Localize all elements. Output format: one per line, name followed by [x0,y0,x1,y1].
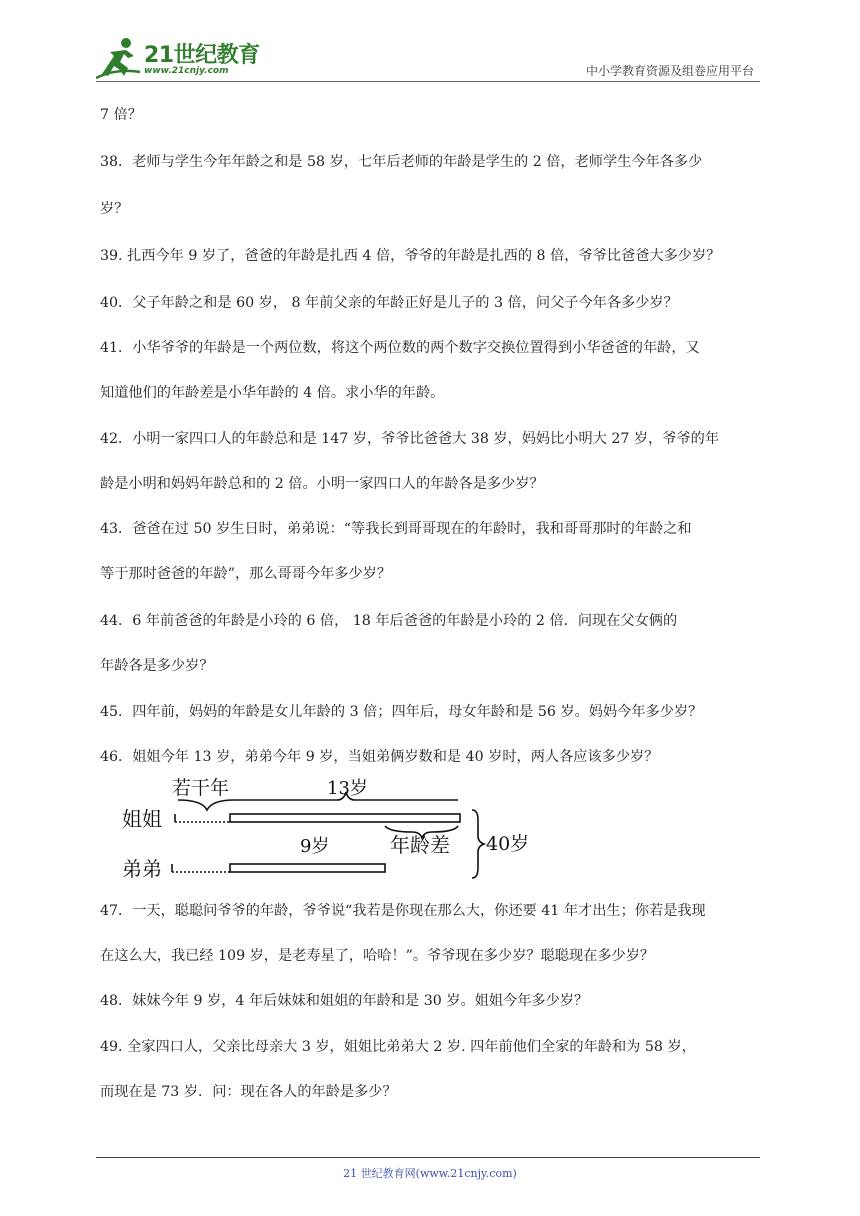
question-49-line-1: 49. 全家四口人，父亲比母亲大 3 岁，姐姐比弟弟大 2 岁. 四年前他们全家的年龄和为 58 岁， [100,1039,696,1055]
question-46: 46．姐姐今年 13 岁，弟弟今年 9 岁，当姐弟俩岁数和是 40 岁时，两人各应该多少岁？ [100,749,659,765]
brace-ruogan [178,800,234,810]
question-42-line-2: 龄是小明和妈妈年龄总和的 2 倍。小明一家四口人的年龄各是多少岁？ [100,476,544,492]
logo-url: www.21cnjy.com [144,66,229,76]
footer-divider [96,1157,760,1158]
footer-text: 21 世纪教育网(www.21cnjy.com) [343,1167,517,1180]
question-41-line-1: 41．小华爷爷的年龄是一个两位数，将这个两位数的两个数字交换位置得到小华爸爸的年龄，又 [100,340,700,356]
question-48: 48．妹妹今年 9 岁，4 年后妹妹和姐姐的年龄和是 30 岁。姐姐今年多少岁？ [100,993,589,1009]
didi-bar [230,864,385,872]
question-44-line-1: 44．6 年前爸爸的年龄是小玲的 6 倍， 18 年后爸爸的年龄是小玲的 2 倍．问现在父女俩的 [100,613,678,629]
question-43-line-1: 43．爸爸在过 50 岁生日时，弟弟说：“等我长到哥哥现在的年龄时，我和哥哥那时的年龄之和 [100,521,692,537]
question-43-line-2: 等于那时爸爸的年龄”，那么哥哥今年多少岁？ [100,566,392,582]
platform-name: 中小学教育资源及组卷应用平台 [585,64,754,78]
question-40: 40．父子年龄之和是 60 岁， 8 年前父亲的年龄正好是儿子的 3 倍，问父子今年各多少岁？ [100,295,678,311]
question-44-line-2: 年龄各是多少岁？ [100,658,214,674]
logo [96,36,266,82]
label-40: 40岁 [486,833,530,855]
logo-text: 21世纪教育 [144,43,260,68]
question-38-line-2: 岁？ [100,201,129,217]
question-41-line-2: 知道他们的年龄差是小华年龄的 4 倍。求小华的年龄。 [100,385,445,401]
label-diff: 年龄差 [390,833,450,857]
label-9: 9岁 [300,836,330,857]
question-49-line-2: 而现在是 73 岁．问：现在各人的年龄是多少？ [100,1084,397,1100]
jiejie-bar [230,814,460,822]
question-38-line-1: 38．老师与学生今年年龄之和是 58 岁，七年后老师的年龄是学生的 2 倍，老师学生今年各多少 [100,154,703,170]
label-jiejie: 姐姐 [122,807,162,831]
header-divider [96,81,760,82]
question-47-line-2: 在这么大，我已经 109 岁，是老寿星了，哈哈！”。爷爷现在多少岁？聪聪现在多少岁？ [100,948,655,964]
page-header [96,28,760,82]
question-45: 45．四年前，妈妈的年龄是女儿年龄的 3 倍；四年后，母女年龄和是 56 岁。妈妈今年多少岁？ [100,704,703,720]
question-39: 39. 扎西今年 9 岁了，爸爸的年龄是扎西 4 倍，爷爷的年龄是扎西的 8 倍，爷爷比爸爸大多少岁？ [100,248,721,264]
brace-40 [472,810,484,878]
text-line: 7 倍？ [100,107,142,123]
label-didi: 弟弟 [122,857,162,881]
question-47-line-1: 47．一天，聪聪问爷爷的年龄，爷爷说“我若是你现在那么大，你还要 41 年才出生；你若是我现 [100,903,706,919]
label-ruogan: 若干年 [172,777,230,799]
runner-logo-icon [96,36,144,80]
question-42-line-1: 42．小明一家四口人的年龄总和是 147 岁，爷爷比爸爸大 38 岁，妈妈比小明大 27 岁，爷爷的年 [100,431,720,447]
label-13: 13岁 [327,778,368,799]
age-diagram [122,772,542,884]
